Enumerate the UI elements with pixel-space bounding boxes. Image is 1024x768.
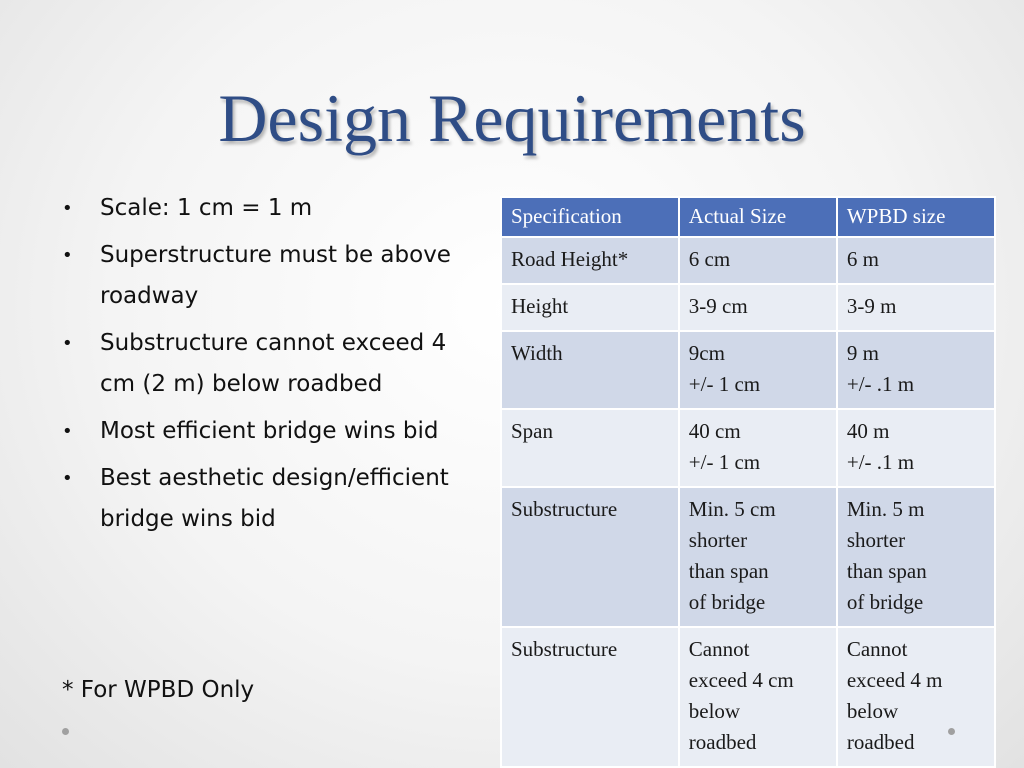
table-header-row [501, 197, 995, 237]
bullet-item [58, 411, 478, 452]
table-cell: 3-9 cm [679, 284, 837, 331]
bullet-text: Most efficient bridge wins bid [100, 418, 439, 444]
table-cell: 9 m +/- .1 m [837, 331, 995, 409]
table-cell: Height [501, 284, 679, 331]
bullet-dot-icon: • [62, 245, 73, 266]
table-cell: 6 cm [679, 237, 837, 284]
bullet-dot-icon: • [62, 198, 73, 219]
table-cell: Cannot exceed 4 m below roadbed [837, 627, 995, 767]
bullet-list [58, 188, 478, 546]
table-row [501, 627, 995, 767]
bullet-text: Substructure cannot exceed 4 cm (2 m) below roadbed [100, 330, 447, 397]
footnote: * For WPBD Only [62, 677, 255, 703]
header-actual-size: Actual Size [679, 197, 837, 237]
slide-title: Design Requirements [218, 80, 806, 156]
table-cell: 3-9 m [837, 284, 995, 331]
header-wpbd-size: WPBD size [837, 197, 995, 237]
spec-table [500, 196, 996, 768]
bullet-item [58, 323, 478, 405]
bullet-item [58, 458, 478, 540]
bullet-dot-icon: • [62, 333, 73, 354]
bullet-item [58, 188, 478, 229]
table-cell: 40 m +/- .1 m [837, 409, 995, 487]
table-row [501, 487, 995, 627]
table-cell: Min. 5 cm shorter than span of bridge [679, 487, 837, 627]
bullet-text: Scale: 1 cm = 1 m [100, 195, 313, 221]
table-row [501, 409, 995, 487]
table-cell: Road Height* [501, 237, 679, 284]
bullet-dot-icon: • [62, 421, 73, 442]
bullet-item [58, 235, 478, 317]
bullet-dot-icon: • [62, 468, 73, 489]
table-cell: Span [501, 409, 679, 487]
decorative-dot-icon [948, 728, 955, 735]
table-row [501, 237, 995, 284]
table-cell: Width [501, 331, 679, 409]
table-cell: Min. 5 m shorter than span of bridge [837, 487, 995, 627]
table-cell: Substructure [501, 487, 679, 627]
table-cell: 9cm +/- 1 cm [679, 331, 837, 409]
header-specification: Specification [501, 197, 679, 237]
decorative-dot-icon [62, 728, 69, 735]
table-cell: Substructure [501, 627, 679, 767]
table-cell: 40 cm +/- 1 cm [679, 409, 837, 487]
table-cell: 6 m [837, 237, 995, 284]
table-row [501, 331, 995, 409]
bullet-text: Best aesthetic design/efficient bridge wins bid [100, 465, 449, 532]
table-row [501, 284, 995, 331]
table-cell: Cannot exceed 4 cm below roadbed [679, 627, 837, 767]
bullet-text: Superstructure must be above roadway [100, 242, 451, 309]
